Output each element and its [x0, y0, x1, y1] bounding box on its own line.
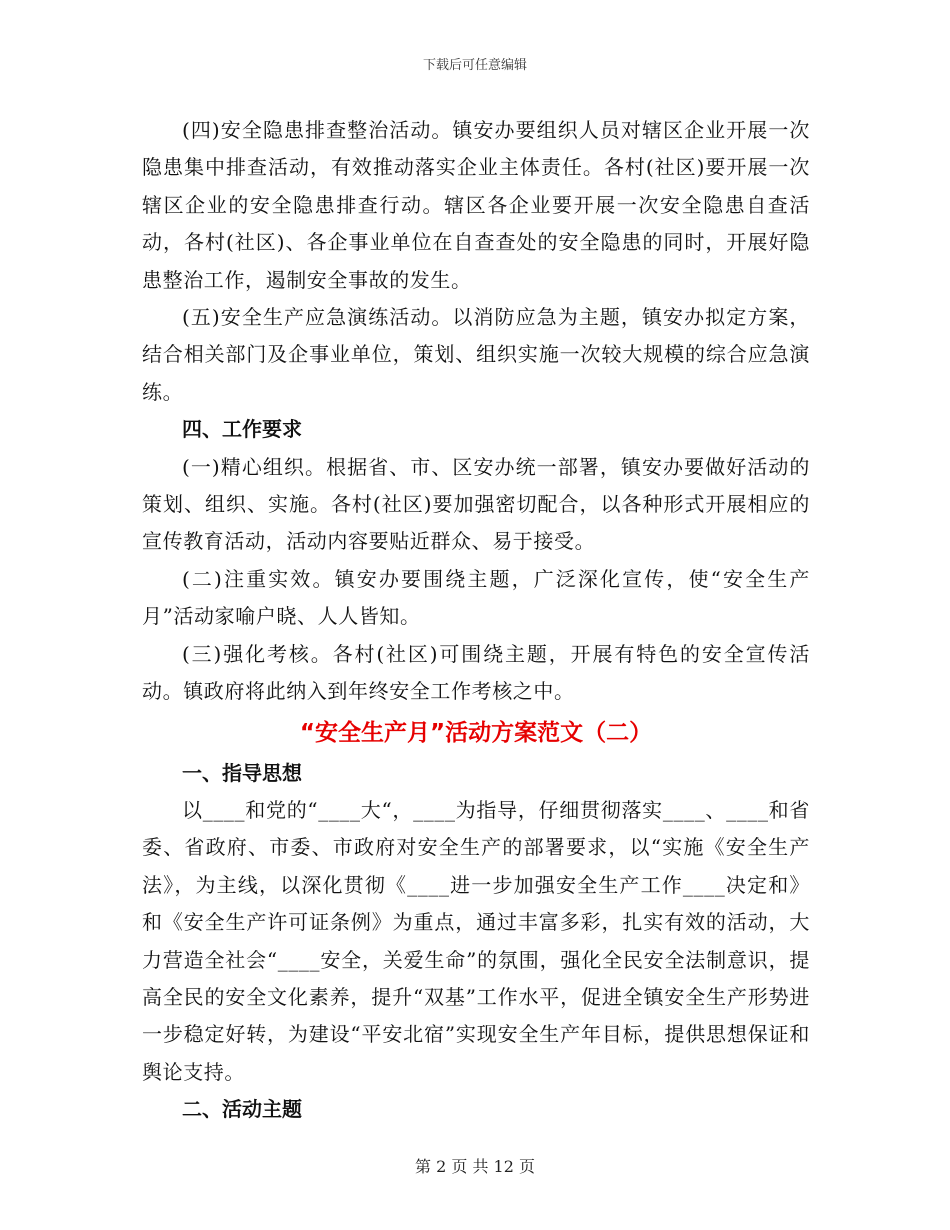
paragraph-assessment: (三)强化考核。各村(社区)可围绕主题，开展有特色的安全宣传活动。镇政府将此纳入到年终安全工作考核之中。 — [142, 641, 810, 704]
page-footer: 第 2 页 共 12 页 — [415, 1157, 535, 1176]
paragraph-practical-effect: (二)注重实效。镇安办要围绕主题，广泛深化宣传，使“安全生产月”活动家喻户晓、人人皆知。 — [142, 566, 810, 629]
paragraph-emergency-drill: (五)安全生产应急演练活动。以消防应急为主题，镇安办拟定方案，结合相关部门及企事业单位，策划、组织实施一次较大规模的综合应急演练。 — [142, 305, 810, 404]
heading-guiding-ideology: 一、指导思想 — [182, 760, 302, 785]
paragraph-careful-organization: (一)精心组织。根据省、市、区安办统一部署，镇安办要做好活动的策划、组织、实施。各村(社区)要加强密切配合，以各种形式开展相应的宣传教育活动，活动内容要贴近群众、易于接受。 — [142, 454, 810, 554]
heading-work-requirements: 四、工作要求 — [182, 417, 302, 442]
section-title: “安全生产月”活动方案范文（二） — [299, 719, 653, 746]
page-header: 下载后可任意编辑 — [422, 58, 527, 73]
paragraph-guiding-ideology: 以____和党的“____大“，____为指导，仔细贯彻落实____、____和省委、省政府、市委、市政府对安全生产的部署要求，以“实施《安全生产法》，为主线，以深化贯彻《____进一步加强安全生产工作____决定和》和《安全生产许可证条例》为重点，通过丰富多彩，扎实有效的活动，大力营造全社会“____安全，关爱生命”的氛围，强化全民安全法制意识，提高全民的安全文化素养，提升“双基”工作水平，促进全镇安全生产形势进一步稳定好转，为建设“平安北宿”实现安全生产年目标，提供思想保证和舆论支持。 — [142, 797, 810, 1084]
document-body — [142, 112, 810, 1129]
paragraph-inspection-activity: (四)安全隐患排查整治活动。镇安办要组织人员对辖区企业开展一次隐患集中排查活动，有效推动落实企业主体责任。各村(社区)要开展一次辖区企业的安全隐患排查行动。辖区各企业要开展一次安全隐患自查活动，各村(社区)、各企事业单位在自查查处的安全隐患的同时，开展好隐患整治工作，遏制安全事故的发生。 — [142, 118, 810, 292]
heading-activity-theme: 二、活动主题 — [182, 1097, 302, 1122]
